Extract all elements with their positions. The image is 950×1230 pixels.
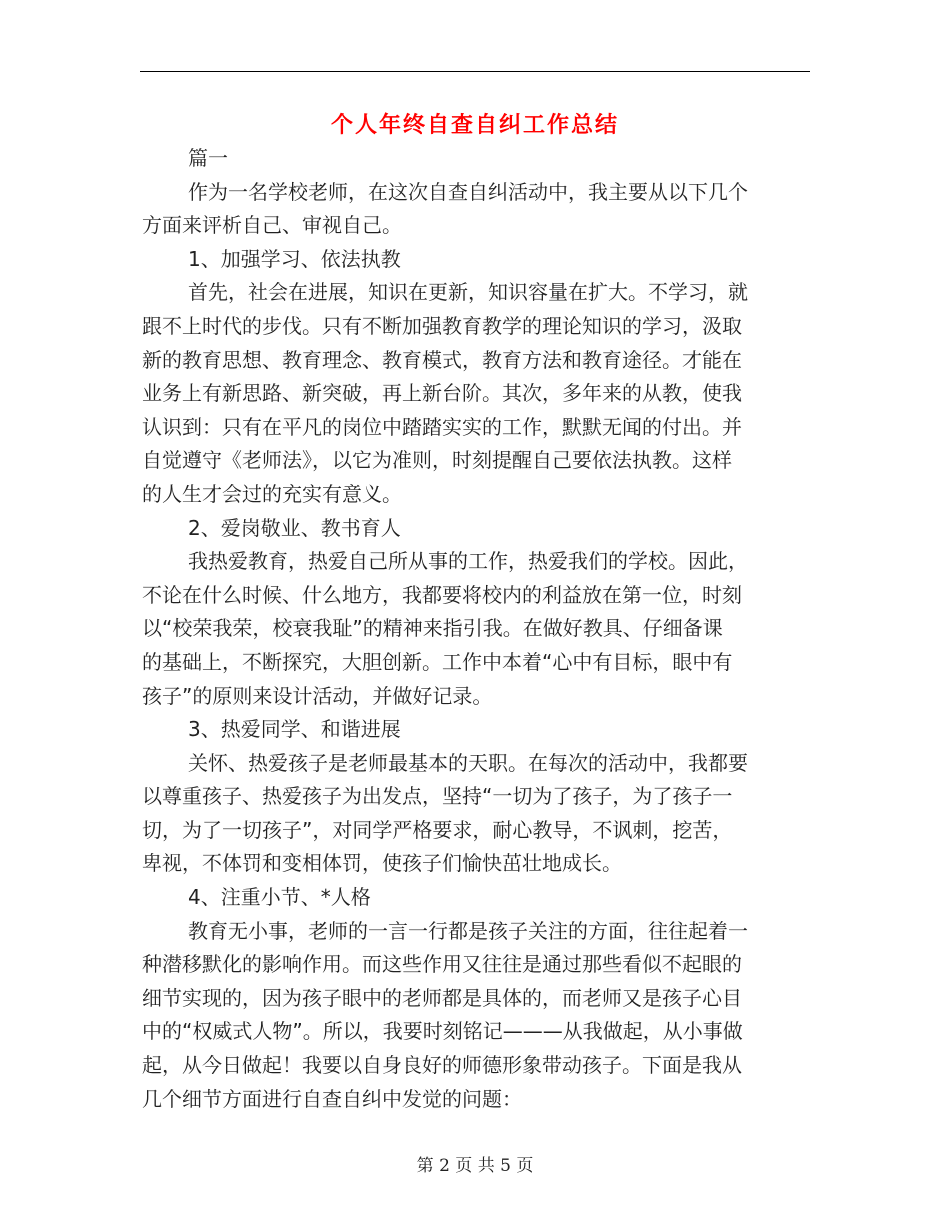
text-line: 的人生才会过的充实有意义。	[142, 481, 402, 506]
text-line: 跟不上时代的步伐。只有不断加强教育教学的理论知识的学习，汲取	[142, 313, 742, 338]
text-line: 中的“权威式人物”。所以，我要时刻铭记———从我做起，从小事做	[142, 1019, 743, 1044]
header-rule	[140, 71, 810, 72]
text-line: 关怀、热爱孩子是老师最基本的天职。在每次的活动中，我都要	[188, 750, 748, 775]
text-line: 种潜移默化的影响作用。而这些作用又往往是通过那些看似不起眼的	[142, 952, 742, 977]
text-line: 认识到：只有在平凡的岗位中踏踏实实的工作，默默无闻的付出。并	[142, 414, 742, 439]
text-line: 方面来评析自己、审视自己。	[142, 213, 402, 238]
text-line: 教育无小事，老师的一言一行都是孩子关注的方面，往往起着一	[188, 918, 748, 943]
text-line: 4、注重小节、*人格	[188, 885, 371, 910]
text-line: 新的教育思想、教育理念、教育模式，教育方法和教育途径。才能在	[142, 347, 742, 372]
text-line: 首先，社会在进展，知识在更新，知识容量在扩大。不学习，就	[188, 280, 748, 305]
text-line: 业务上有新思路、新突破，再上新台阶。其次，多年来的从教，使我	[142, 381, 742, 406]
text-line: 不论在什么时候、什么地方，我都要将校内的利益放在第一位，时刻	[142, 582, 742, 607]
page-number: 第 2 页 共 5 页	[416, 1156, 534, 1176]
text-line: 起，从今日做起！我要以自身良好的师德形象带动孩子。下面是我从	[142, 1053, 742, 1078]
text-line: 篇一	[188, 146, 228, 170]
text-line: 孩子”的原则来设计活动，并做好记录。	[142, 683, 493, 708]
document-body	[142, 142, 808, 1116]
text-line: 卑视，不体罚和变相体罚，使孩子们愉快茁壮地成长。	[142, 851, 622, 876]
text-line: 以尊重孩子、热爱孩子为出发点，坚持“一切为了孩子，为了孩子一	[142, 784, 733, 809]
text-line: 我热爱教育，热爱自己所从事的工作，热爱我们的学校。因此，	[188, 549, 748, 574]
text-line: 作为一名学校老师，在这次自查自纠活动中，我主要从以下几个	[188, 179, 748, 204]
document-title: 个人年终自查自纠工作总结	[330, 113, 619, 138]
text-line: 2、爱岗敬业、教书育人	[188, 515, 401, 540]
text-line: 1、加强学习、依法执教	[188, 246, 401, 271]
text-line: 切，为了一切孩子”，对同学严格要求，耐心教导，不讽刺，挖苦，	[142, 817, 733, 842]
text-line: 3、热爱同学、和谐进展	[188, 717, 401, 742]
text-line: 以“校荣我荣，校衰我耻”的精神来指引我。在做好教具、仔细备课	[142, 616, 723, 641]
text-line: 自觉遵守《老师法》，以它为准则，时刻提醒自己要依法执教。这样	[142, 448, 732, 473]
text-line: 的基础上，不断探究，大胆创新。工作中本着“心中有目标，眼中有	[142, 649, 733, 674]
text-line: 细节实现的，因为孩子眼中的老师都是具体的，而老师又是孩子心目	[142, 985, 742, 1010]
text-line: 几个细节方面进行自查自纠中发觉的问题：	[142, 1086, 522, 1111]
